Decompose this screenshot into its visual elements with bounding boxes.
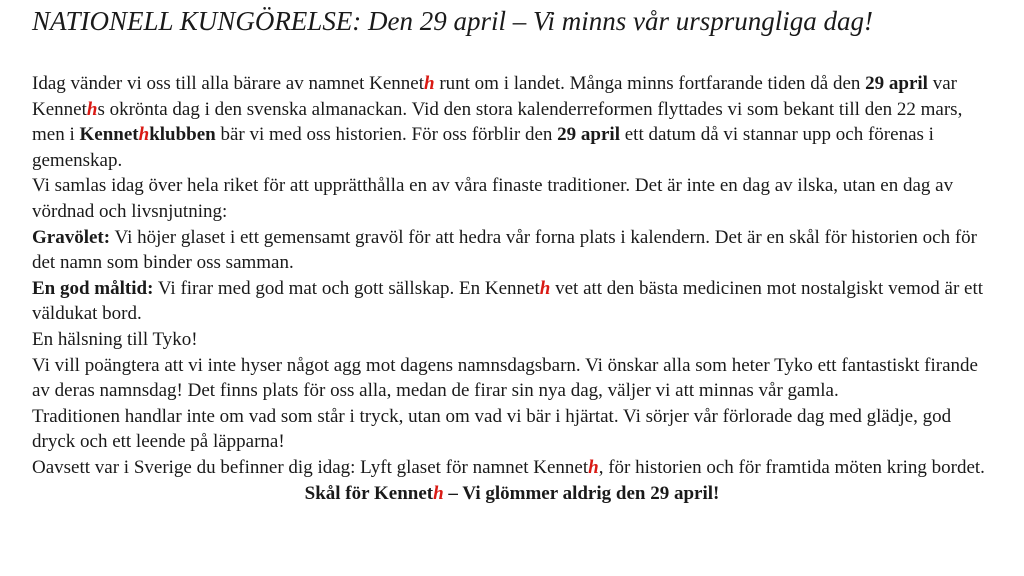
gravol-paragraph — [32, 225, 992, 276]
closing-toast — [32, 481, 992, 507]
text-run: – Vi glömmer aldrig den 29 april! — [443, 482, 720, 504]
text-run: var — [927, 73, 957, 94]
closing-bold — [305, 483, 720, 504]
tyko-greeting-heading: En hälsning till Tyko! — [32, 328, 198, 350]
highlighted-h: h — [588, 456, 599, 478]
name-stem: Kennet — [79, 124, 139, 146]
text-run: , för historien och för framtida möten kring bordet. — [598, 456, 985, 478]
name-stem: Kennet — [533, 456, 589, 478]
date-bold: 29 april — [865, 73, 928, 94]
text-run: bär vi med oss historien. För oss förblir den — [215, 124, 558, 146]
highlighted-h: h — [86, 98, 98, 120]
document-title: NATIONELL KUNGÖRELSE: Den 29 april – Vi minns vår ursprungliga dag! — [32, 6, 874, 36]
highlighted-h: h — [539, 277, 551, 299]
name-stem: Kennet — [32, 98, 87, 120]
name-stem: Kennet — [373, 482, 434, 504]
date-bold: 29 april — [557, 124, 620, 146]
club-name — [80, 124, 216, 145]
highlighted-h: h — [424, 73, 435, 94]
text-run: s okrönta dag i den svenska almanackan. Vid den stora kalenderreformen flyttades vi som bekant till den 22 mars, men i — [32, 98, 963, 146]
text-run: Oavsett var i Sverige du befinner dig idag: Lyft glaset för namnet — [32, 456, 534, 478]
gathering-paragraph: Vi samlas idag över hela riket för att upprätthålla en av våra finaste traditioner. Det är inte en dag av ilska, utan en dag av vördnad och livsnjutning: — [32, 175, 954, 222]
text-run: Idag vänder vi oss till alla bärare av namnet — [32, 73, 370, 94]
name-stem: Kennet — [369, 73, 424, 94]
text-run: vet att den bästa medicinen mot nostalgiskt vemod är ett väldukat bord. — [32, 277, 984, 325]
meal-paragraph — [32, 276, 992, 327]
text-run: runt om i landet. Många minns fortfarande tiden då den — [434, 73, 866, 94]
club-suffix: klubben — [149, 124, 216, 146]
highlighted-h: h — [138, 124, 150, 146]
announcement-document — [32, 0, 992, 506]
document-body — [32, 71, 992, 506]
text-run: Vi firar med god mat och gott sällskap. En — [153, 277, 485, 299]
meal-label: En god måltid: — [32, 277, 154, 299]
highlighted-h: h — [433, 482, 444, 504]
text-run: ett datum då vi stannar upp och förenas i gemenskap. — [32, 124, 934, 171]
text-run: Vi höjer glaset i ett gemensamt gravöl för att hedra vår forna plats i kalendern. Det är en skål för historien och för det namn som binder oss samman. — [32, 226, 978, 274]
tyko-paragraph: Vi vill poängtera att vi inte hyser något agg mot dagens namnsdagsbarn. Vi önskar alla som heter Tyko ett fantastiskt firande av deras namnsdag! Det finns plats för oss alla, medan de firar sin nya dag, väljer vi att minnas vår gamla. — [32, 354, 978, 402]
name-stem: Kennet — [484, 277, 540, 299]
gravol-label: Gravölet: — [32, 226, 111, 248]
tradition-paragraph: Traditionen handlar inte om vad som står i tryck, utan om vad vi bär i hjärtat. Vi sörjer vår förlorade dag med glädje, god dryck och ett leende på läpparna! — [32, 405, 952, 453]
intro-paragraph — [32, 71, 992, 173]
raise-glass-paragraph — [32, 455, 992, 481]
text-run: Skål för — [304, 482, 374, 504]
